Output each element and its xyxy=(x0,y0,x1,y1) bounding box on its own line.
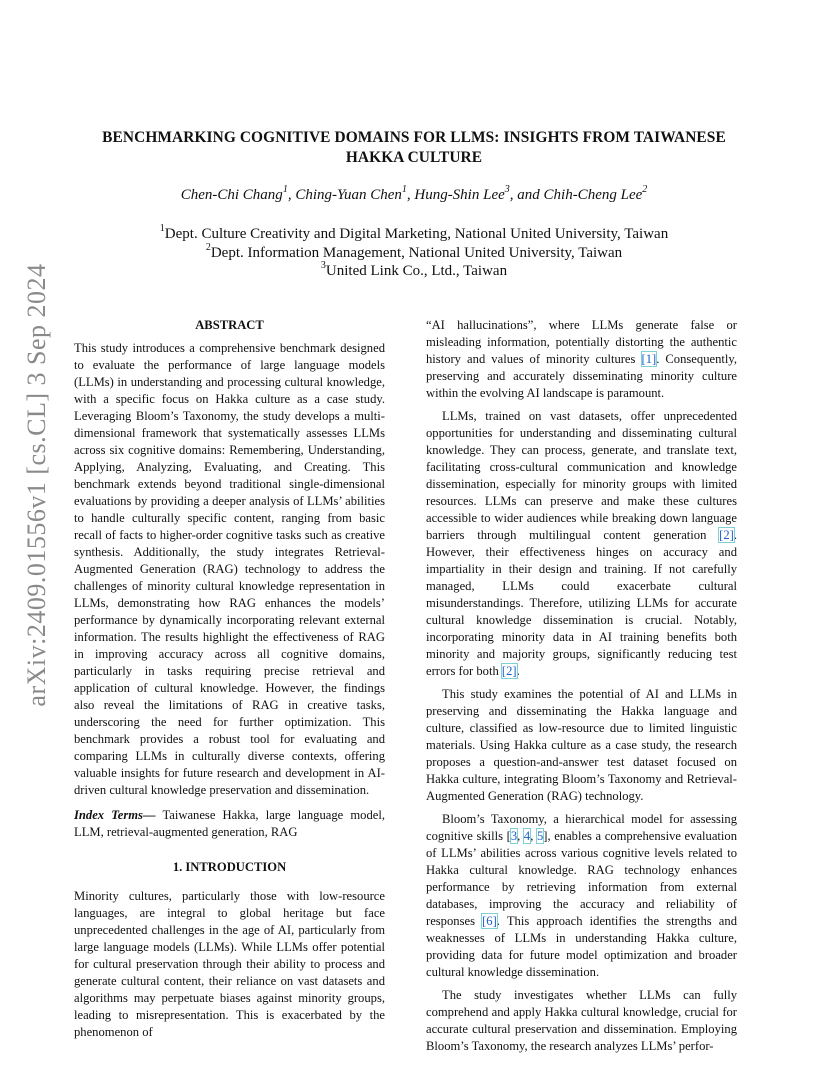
intro-paragraph-4: Bloom’s Taxonomy, a hierarchical model for assessing cognitive skills [3, 4, 5], enables a comprehensive evaluation of LLMs’ abilities across various cognitive levels related to Hakka cultural knowledge. RAG technology enhances performance by retrieving information from external databases, improving the accuracy and reliability of responses [6]. This approach identifies the strengths and weaknesses of LLMs in understanding Hakka culture, providing data for future model optimization and broader cultural knowledge dissemination. xyxy=(426,812,738,979)
citation-link[interactable]: 3 xyxy=(510,829,518,843)
abstract-heading: ABSTRACT xyxy=(195,318,264,332)
intro-paragraph-3: This study examines the potential of AI and LLMs in preserving and disseminating the Hakka language and culture, classified as low-resource due to limited linguistic materials. Using Hakka culture as a case study, the research proposes a question-and-answer test dataset focused on Hakka culture, integrating Bloom’s Taxonomy and Retrieval-Augmented Generation (RAG) technology. xyxy=(426,687,737,803)
citation-link[interactable]: [1] xyxy=(641,352,657,366)
left-column xyxy=(74,317,385,1041)
author-list xyxy=(80,184,748,204)
affiliation-1: $^1$Dept. Culture Creativity and Digital Marketing, National United University, Taiwan xyxy=(159,223,669,242)
abstract-text: This study introduces a comprehensive benchmark designed to evaluate the performance of large language models (LLMs) in understanding and processing cultural knowledge, with a specific focus on Hakka culture as a case study. Leveraging Bloom’s Taxonomy, the study develops a multi-dimensional framework that systematically assesses LLMs across six cognitive domains: Remembering, Understanding, Applying, Analyzing, Evaluating, and Creating. This benchmark extends beyond traditional single-dimensional evaluations by providing a deeper analysis of LLMs’ abilities to handle culturally specific content, ranging from basic recall of facts to higher-order cognitive tasks such as creative synthesis. Additionally, the study integrates Retrieval-Augmented Generation (RAG) technology to address the challenges of minority cultural knowledge representation in LLMs, demonstrating how RAG enhances the models’ performance by dynamically incorporating relevant external information. The results highlight the effectiveness of RAG in improving accuracy across all cognitive domains, particularly in tasks requiring precise retrieval and application of cultural knowledge. However, the findings also reveal the limitations of RAG in creative tasks, underscoring the need for further optimization. This benchmark provides a robust tool for evaluating and comparing LLMs in culturally diverse contexts, offering valuable insights for future research and development in AI-driven cultural knowledge preservation and dissemination. xyxy=(74,341,385,797)
author: Ching-Yuan Chen$^1$, xyxy=(295,184,415,203)
intro-paragraph-continued: “AI hallucinations”, where LLMs generate false or misleading information, potentially distorting the authentic history and values of minority cultures [1]. Consequently, preserving and accurately disseminating minority culture within the evolving AI landscape is paramount. xyxy=(426,318,737,400)
author: Hung-Shin Lee$^3$, and xyxy=(414,184,544,203)
affiliation-2: $^2$Dept. Information Management, National United University, Taiwan xyxy=(205,241,623,261)
intro-paragraph-5: The study investigates whether LLMs can fully comprehend and apply Hakka cultural knowledge, crucial for accurate cultural preservation and dissemination. Employing Bloom’s Taxonomy, the research analyzes LLMs’ perfor- xyxy=(426,988,737,1053)
intro-paragraph-2: LLMs, trained on vast datasets, offer unprecedented opportunities for understanding and disseminating cultural knowledge. They can process, generate, and translate text, facilitating cross-cultural communication and knowledge dissemination, especially for minority groups with limited resources. LLMs can preserve and make these cultures accessible to wider audiences while breaking down language barriers through multilingual content generation [2]. However, their effectiveness hinges on accuracy and impartiality in their design and training. If not carefully managed, LLMs could exacerbate cultural misunderstandings. Therefore, utilizing LLMs for accurate cultural knowledge dissemination is crucial. Notably, incorporating minority data in AI training benefits both minority and majority groups, significantly reducing test errors for both [2]. xyxy=(426,409,737,678)
affiliation-3: $^3$United Link Co., Ltd., Taiwan xyxy=(320,260,508,279)
author: Chih-Cheng Lee$^2$ xyxy=(543,184,648,203)
author: Chen-Chi Chang$^1$, xyxy=(180,184,296,203)
right-column xyxy=(426,317,737,1055)
index-terms: Index Terms— Taiwanese Hakka, large language model, LLM, retrieval-augmented generation, RAG xyxy=(74,808,385,839)
affiliations xyxy=(80,225,748,281)
citation-link[interactable]: 4 xyxy=(523,829,531,843)
citation-link[interactable]: [2] xyxy=(719,528,734,542)
citation-link[interactable]: [6] xyxy=(482,914,497,928)
arxiv-stamp: arXiv:2409.01556v1 [cs.CL] 3 Sep 2024 xyxy=(22,263,51,707)
paper-title: BENCHMARKING COGNITIVE DOMAINS FOR LLMS: INSIGHTS FROM TAIWANESE HAKKA CULTURE xyxy=(102,129,726,166)
citation-link[interactable]: 5 xyxy=(536,829,544,843)
citation-link[interactable]: [2] xyxy=(501,664,517,678)
introduction-heading: 1. INTRODUCTION xyxy=(172,860,287,874)
intro-paragraph-1: Minority cultures, particularly those with low-resource languages, are integral to global heritage but face unprecedented challenges in the age of AI, particularly from large language models (LLMs). While LLMs offer potential for cultural preservation through their ability to process and generate cultural content, their reliance on vast datasets and algorithms may perpetuate biases against minority groups, leading to misrepresentation. This is exacerbated by the phenomenon of xyxy=(74,889,385,1039)
